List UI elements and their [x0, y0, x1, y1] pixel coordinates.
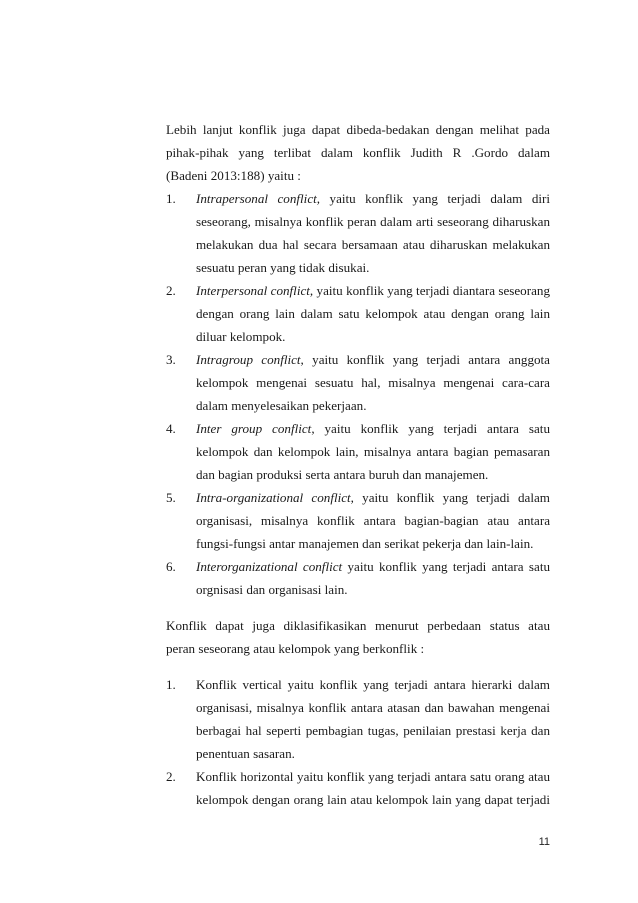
text-line: yaitu konflik yang terjadi diantara seseorang — [313, 283, 550, 298]
list-number: 2. — [166, 769, 176, 784]
text-line: kelompok dan kelompok lain, misalnya antara bagian pemasaran — [196, 444, 550, 459]
list-item — [166, 417, 550, 486]
text-line: orgnisasi dan organisasi lain. — [196, 582, 348, 597]
list-item — [166, 765, 550, 811]
list-term: Intragroup conflict, — [196, 352, 304, 367]
text-line: diluar kelompok. — [196, 329, 286, 344]
page-number: 11 — [538, 836, 550, 848]
text-line: peran seseorang atau kelompok yang berkonflik : — [166, 641, 425, 656]
list-item — [166, 486, 550, 555]
list-number: 1. — [166, 677, 176, 692]
list-item — [166, 279, 550, 348]
list-item — [166, 673, 550, 765]
text-line: Konflik dapat juga diklasifikasikan menurut perbedaan status atau — [166, 618, 550, 633]
text-line: kelompok dengan orang lain atau kelompok lain yang dapat terjadi — [196, 792, 550, 807]
list-term: Intrapersonal conflict, — [196, 191, 321, 206]
text-line: berbagai hal seperti pembagian tugas, penilaian prestasi kerja dan — [196, 723, 550, 738]
list-number: 4. — [166, 421, 176, 436]
text-line: fungsi-fungsi antar manajemen dan serikat pekerja dan lain-lain. — [196, 536, 534, 551]
list-number: 5. — [166, 490, 176, 505]
list-number: 1. — [166, 191, 176, 206]
list-item — [166, 348, 550, 417]
text-line: yaitu konflik yang terjadi antara anggota — [303, 352, 550, 367]
list-term: Inter group conflict — [196, 421, 312, 436]
list-number: 6. — [166, 559, 176, 574]
list-item — [166, 555, 550, 601]
text-line: pihak-pihak yang terlibat dalam konflik Judith R .Gordo dalam — [166, 145, 550, 160]
page-content — [166, 118, 550, 811]
text-line: organisasi, misalnya konflik antara atasan dan bawahan mengenai — [196, 700, 550, 715]
text-line: organisasi, misalnya konflik antara bagian-bagian atau antara — [196, 513, 550, 528]
intro-paragraph — [166, 118, 550, 187]
list-term: Interorganizational conflict — [196, 559, 343, 574]
paragraph-spacer — [166, 601, 550, 614]
text-line: yaitu konflik yang terjadi dalam — [353, 490, 550, 505]
list-term: Interpersonal conflict, — [196, 283, 314, 298]
conflict-types-list — [166, 187, 550, 601]
text-line: seseorang, misalnya konflik peran dalam arti seseorang diharuskan — [196, 214, 550, 229]
text-line: penentuan sasaran. — [196, 746, 295, 761]
list-item — [166, 187, 550, 279]
paragraph-spacer — [166, 660, 550, 673]
text-line: dengan orang lain dalam satu kelompok atau dengan orang lain — [196, 306, 550, 321]
text-line: Lebih lanjut konflik juga dapat dibeda-bedakan dengan melihat pada — [166, 122, 550, 137]
text-line: , yaitu konflik yang terjadi antara satu — [311, 421, 550, 436]
text-line: dan bagian produksi serta antara buruh dan manajemen. — [196, 467, 489, 482]
list-number: 3. — [166, 352, 176, 367]
text-line: Konflik horizontal yaitu konflik yang terjadi antara satu orang atau — [196, 769, 550, 784]
text-line: melakukan dua hal secara bersamaan atau diharuskan melakukan — [196, 237, 550, 252]
text-line: dalam menyelesaikan pekerjaan. — [196, 398, 367, 413]
text-line: Konflik vertical yaitu konflik yang terjadi antara hierarki dalam — [196, 677, 550, 692]
text-line: yaitu konflik yang terjadi dalam diri — [320, 191, 550, 206]
text-line: (Badeni 2013:188) yaitu : — [166, 168, 301, 183]
status-types-list — [166, 673, 550, 811]
list-number: 2. — [166, 283, 176, 298]
status-intro-paragraph — [166, 614, 550, 660]
list-term: Intra-organizational conflict, — [196, 490, 354, 505]
text-line: yaitu konflik yang terjadi antara satu — [342, 559, 551, 574]
text-line: sesuatu peran yang tidak disukai. — [196, 260, 370, 275]
text-line: kelompok mengenai sesuatu hal, misalnya mengenai cara-cara — [196, 375, 550, 390]
